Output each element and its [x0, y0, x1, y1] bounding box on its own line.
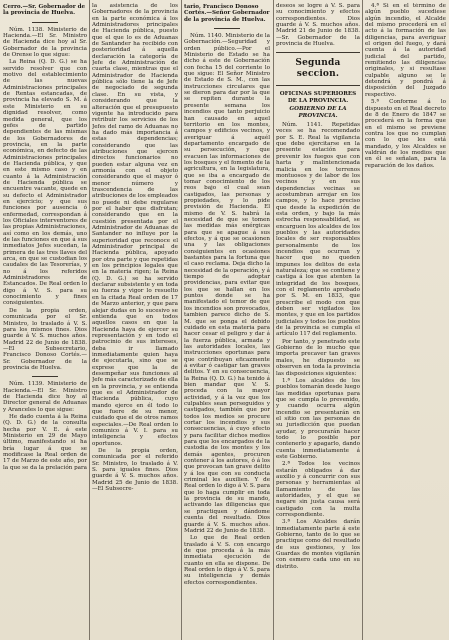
- article-1139-continued: la asistencia de los Gobernadores de la provincia en la parte económica á los Administradores principales de Hacienda pública, puesto que el que lo es de Aduanas de Santander ha recibido con posterioridad á aquella declaración la categoría de Jefe de Administración de cuarta clase, mientras que el Administrador de Hacienda pública sólo tiene la de Jefe de negociado de segunda clase. En su vista, y considerando que la alteración que el presupuesto vigente ha introducido para retribuir los servicios de los Jefes del ramo de Aduanas no ha dado más importancia á estas dependencias; considerando que las atribuciones que ejercen directos funcionarios no pueden estar alguna vez en armonía con el objeto considerando que el mayor ó menor número y trascendencia de las atribuciones de los empleados no puede ni debe regularse por el haber que disfrutan; considerando que en la cuestión presentada por el Administrador de Aduanas de Santander no influye por la superioridad que reconoce el Administrador principal de Hacienda pública, apoyado por otra parte y que repetidas en los principios legales que en la materia rigen; la Reina (Q. D. G.) se ha servido declarar subsistente y en toda su fuerza y vigor lo resuelto en la citada Real orden de 17 de Marzo anterior, y que para alejar dudas en lo sucesivo se entienda que en todos aquellos casos en que la Hacienda haya de ejercer su representación y en todo el patrocinio de sus intereses, deba ir llamado inmediatamente quien haya de ejecutarla, sino que se exprese que la de desempeñar sus funciones al Jefe más caracterizado de ella en la provincia, y se entienda que es el Administrador de Hacienda pública, cuyo mando ejerce en él todo lo que fuere de su menor, cuidado que el de otros ramos especiales.—De Real orden lo comunico á V. I. para su inteligencia y efectos oportunos.: [92, 3, 178, 447]
- separator: [214, 28, 240, 29]
- separator: [32, 376, 58, 377]
- article-1141-rule-2: 2.ª Todos los vecinos estarán obligados á dar auxilio y á concurrir con sus personas y herramientas al llamamiento de las autoridades, y el que se negare sin justa causa será castigado con la multa correspondiente.: [276, 461, 360, 519]
- article-1141-body: Núm. 1141. Repetidas veces se ha recomendado por S. E. Real la vigilancia que debe ejercitarse en la presente estación para prevenir los fuegos que con harta y malintencionada malicia en los terrenos montuosos y de labor de los vecinos y en sus dependencias vecinas se acostumbran arrojar en los campos, y lo hace preciso que desde la expedición de esta orden, y bajo la más estrecha responsabilidad, se encarguen los alcaldes de los pueblos y las autoridades locales de ser responsables personalmente de los incendios que ocurran y hacer que no queden impunes los delitos de esta naturaleza; que se contiene y castiga á los que atenten la integridad de los bosques, con el reglamento aprobado por S. M. en 1833, que prescribe el modo con que deben ser vigilados los montes, y que en los partidos judiciales y todos los pueblos de la provincia se cumpla el artículo 117 del reglamento.: [276, 122, 360, 338]
- article-1139-body: He dado cuenta á la Reina (Q. D. G.) de la consulta hecha por V. E. á este Ministerio en 29 de Mayo último, manifestando si ha bría lugar á que se modificase la Real orden de 17 de Marzo de este año, por la que se da la prelación para: [3, 413, 87, 471]
- separator: [276, 85, 360, 86]
- article-1141-rule-4: 4.ª Si en el término de algún pueblo sucediese algún incendio, el Alcalde del mismo procederá en el acto á la formación de las diligencias, para averiguar el origen del fuego, y dará cuenta á la autoridad judicial del partido, remitiendo las diligencias originales, y si resultase culpable alguno se le detendrá y pondrá á disposición del Juzgado respectivo.: [365, 3, 446, 98]
- article-1140-end: deseos se logre á V. S. para su conocimiento y efectos correspondientes. Dios guarde á V. S. muchos años. Madrid 21 de Junio de 1838.—Sr. Gobernador de la provincia de Huelva.: [276, 3, 360, 48]
- column-rule: [362, 0, 363, 640]
- separator: [32, 22, 58, 23]
- article-1141-rule-3: 3.ª Los Alcaldes darán inmediatamente parte á este Gobierno, tanto de lo que se practique como del resultado de sus gestiones, y los Guardas de montes vigilarán con esmero cada uno en su distrito.: [276, 519, 360, 570]
- article-1141-paragraph: Por tanto, y penetrado este Gobierno de lo mucho que importa precaver tan graves males, he dispuesto se observen en toda la provincia las disposiciones siguientes:: [276, 338, 360, 377]
- article-1140-closing: Lo que de Real orden traslado á V. S. con encargo de que proceda á la más inmediata ejecución de cuanto en ella se dispone. De Real orden lo digo á V. S. para su inteligencia y demás efectos correspondientes.: [184, 535, 270, 586]
- column-rule: [181, 0, 182, 640]
- article-1141-rule-1: 1.ª Los alcaldes de los pueblos tomarán desde luego las medidas oportunas para que se cumpla lo prevenido, y cuando ocurra algún incendio se presentarán en el sitio con las personas de su jurisdicción que puedan ayudar, y procurarán hacer todo lo posible por contenerlo y apagarlo, dando cuenta inmediatamente á este Gobierno.: [276, 377, 360, 460]
- column-4: [276, 3, 360, 635]
- article-1139-closing: De la propia orden, comunicada por el referido Sr. Ministro, lo traslado á V. S. para iguales fines. Dios guarde á V. S. muchos años. Madrid 25 de Junio de 1838.—El Subsecre-: [92, 448, 178, 493]
- article-1139-intro: Núm. 1139. Ministerio de Hacienda.—El Sr. Ministro de Hacienda dice hoy al Director general de Aduanas y Aranceles lo que sigue:: [3, 381, 87, 413]
- article-1138-closing: De la propia orden, comunicada por el Sr. Ministro, lo traslado á V. S. para los mismos fines. Dios guarde á V. S. muchos años. Madrid 22 de Junio de 1838.—El Subsecretario, Francisco Donoso Cortés.—Sr. Gobernador de la provincia de Huelva.: [3, 307, 87, 371]
- article-1141-rule-5: 5.ª Conforme á lo dispuesto en el Real decreto de 8 de Enero de 1847 se procederá en la forma que en el mismo se previene contra los que no cumplan con lo que les está mandado, y los Alcaldes se valdrán de los medios que en él se señalan, para la reparación de los daños.: [365, 99, 446, 169]
- column-rule: [89, 0, 90, 640]
- signature-line: tario, Francisco Donoso Cortés.—Señor Gobernador de la provincia de Huelva.: [184, 4, 270, 23]
- section-heading: OFICINAS SUPERIORES DE LA PROVINCIA.: [279, 91, 357, 104]
- column-1: [3, 3, 87, 635]
- column-3: [184, 3, 270, 635]
- signature-line: Cerro.—Sr. Gobernador de la provincia de Huelva.: [3, 4, 86, 17]
- column-2: [92, 3, 178, 635]
- section-subheading: GOBIERNO DE LA PROVINCIA.: [289, 106, 347, 119]
- article-1138-intro: Núm. 1138. Ministerio de Hacienda.—El Sr. Ministro de Hacienda dice hoy al Sr. Gobernador de la provincia de Orense lo que sigue:: [3, 26, 87, 59]
- column-rule: [273, 0, 274, 640]
- article-1138-body: La Reina (Q. D. G.) se ha servido resolver que con motivo del establecimiento de las nuevas Administraciones principales de Rentas estancadas, de provincia ha elevado S. M. á este Ministerio en su dignidad resolver, como medida general, que los gefes de partido dependientes de las mismas de los Gobernadores de provincia, en la parte económica, en defecto de las Administraciones principales de Hacienda pública, y que en este mismo caso y en cuanto á la Administración de Hacienda pública se encuentre vacante, quede en su defecto el Administrador en ejercicio; y que sus funciones por ausencia ó enfermedad, correspondan á los Oficiales interventores de las propias Administraciones, así como en los demás, uno de las funciones en que á sus inmediatos Jefes sucedan, la primera de las tres llaves del arca, en que se custodian los caudales de las Tesorerías, y no á los referidos Administradores de Estancados. De Real orden lo digo á V. S. para su conocimiento y fines consiguientes.: [3, 59, 87, 307]
- column-5: [365, 3, 446, 635]
- separator: [276, 52, 360, 53]
- article-1140-body: Núm. 1140. Ministerio de la Gobernación.—Seguridad y orden público.—Por el Ministerio de Estado se ha dicho á este de Gobernación con fecha 15 del corriente lo que sigue: El Señor Ministro de Estado de S. M., con las instrucciones circulares que se dieron para dar por la que se repiten durante la presente semana los incendios que tanto perjuicio han causado en aquel territorio en los montes, campos y edificios vecinos, y averiguar á aquél departamento encargado de su persecución, y que evacuen las informaciones de los bosques y el fomento de la agricultura, en la legislatura, que se iba a encargado de tomar conocimiento de los reos bajo el cual sean castigados, las personas y propiedades, y lo pide previsión de Hacienda. El mismo de V. S. habrá la necesidad de que se tomen las medidas más enérgicas para que se apague á sus efectos, y á que se ocasionen una y las obligaciones consiguientes en ocasiones bastantes para la fortuna que el caso reclama. Deja dicho la necesidad de la operación, y á tiempo de adoptar providencias, para evitar que los que se hallan en los puntos donde se ha manifestado el temor de que los incendios son provocados, tambien parece dicho de S. M. que se ponga el debido cuidado en esta materia para hacer cesar el peligro y dar á la fuerza pública, armada y las autoridades locales, las instrucciones oportunas para que contribuyan eficazmente á evitar ó castigar tan graves delitos. Y en su consecuencia, la Reina (Q. D. G.) ha tenido á bien mandar que V. S. proceda con la mayor actividad, y á la vez que los culpables sean perseguidos y castigados, también que por todos los medios se procure cortar los incendios y sus consecuencias, á cuyo efecto y para facilitar dichos medios para que los encargados de la custodia de los montes y los demás agentes, procuren contener á los autores, ó á los que provocan tan grave delito y á los que con su conducta criminal les auxilien. Y de Real orden lo digo á V. S. para que lo haga cumplir en toda la provincia de su mando, activando las diligencias que se practiquen y dándome cuenta del resultado. Dios guarde á V. S. muchos años. Madrid 22 de Junio de 1838.: [184, 33, 270, 534]
- section-title: Segunda seccion.: [295, 58, 341, 80]
